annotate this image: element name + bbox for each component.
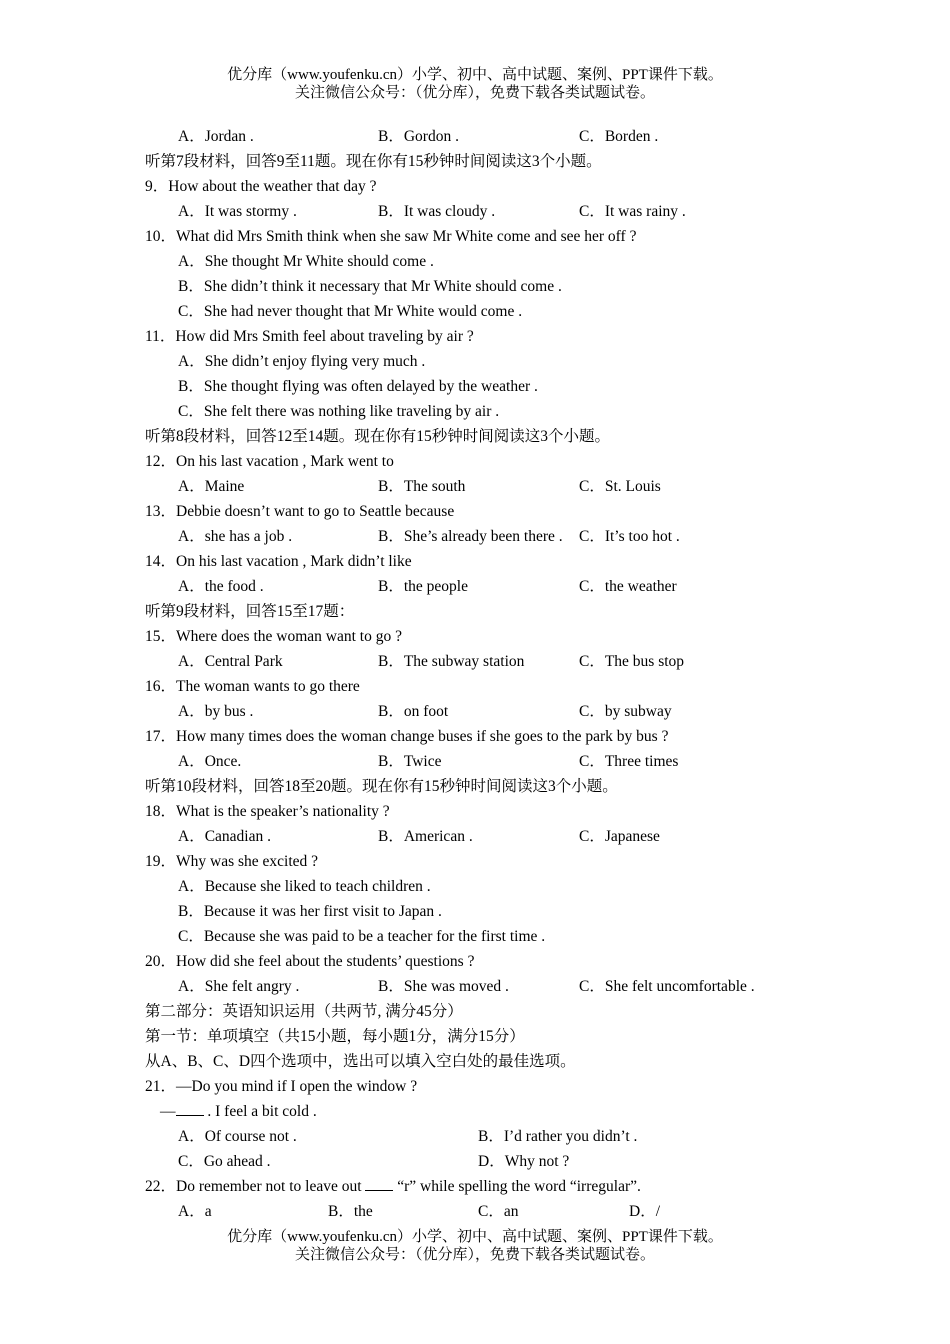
header-line-1: 优分库（www.youfenku.cn）小学、初中、高中试题、案例、PPT课件下载。	[227, 67, 723, 83]
q22-options	[145, 1199, 825, 1224]
option-a: A．by bus .	[178, 703, 254, 720]
q10-stem: 10．What did Mrs Smith think when she saw Mr White come and see her off ?	[145, 228, 637, 245]
q19-stem: 19．Why was she excited ?	[145, 853, 319, 870]
section-8-instruction: 听第8段材料，回答12至14题。现在你有15秒钟时间阅读这3个小题。	[145, 428, 611, 445]
option-c: C．The bus stop	[579, 653, 685, 670]
footer-line-2: 关注微信公众号：（优分库），免费下载各类试题试卷。	[294, 1247, 655, 1263]
q12-stem: 12．On his last vacation , Mark went to	[145, 453, 394, 470]
q9-options	[145, 199, 825, 224]
section-9-instruction: 听第9段材料，回答15至17题：	[145, 603, 355, 620]
q14-options	[145, 574, 825, 599]
q17-stem: 17．How many times does the woman change buses if she goes to the park by bus ?	[145, 728, 669, 745]
option-b: B．the people	[378, 578, 468, 595]
option-c: C．Japanese	[579, 828, 660, 845]
part-2-section-1-heading: 第一节：单项填空（共15小题，每小题1分，满分15分）	[145, 1028, 525, 1045]
option-a: A．Central Park	[178, 653, 283, 670]
option-b: B．the	[328, 1203, 373, 1220]
option-b: B．I’d rather you didn’t .	[478, 1128, 638, 1145]
q11-option-b: B．She thought flying was often delayed by the weather .	[178, 378, 538, 395]
option-b: B．The subway station	[378, 653, 525, 670]
q18-options	[145, 824, 825, 849]
option-a: A．the food .	[178, 578, 264, 595]
q16-stem: 16．The woman wants to go there	[145, 678, 360, 695]
option-c: C．Borden .	[579, 128, 659, 145]
option-b: B．She’s already been there .	[378, 528, 563, 545]
q11-stem: 11．How did Mrs Smith feel about traveling by air ?	[145, 328, 474, 345]
part-2-heading: 第二部分：英语知识运用（共两节, 满分45分）	[145, 1003, 463, 1020]
page-footer	[0, 1228, 950, 1264]
q21-stem: 21．—Do you mind if I open the window ?	[145, 1078, 418, 1095]
option-b: B．Gordon .	[378, 128, 459, 145]
q11-option-a: A．She didn’t enjoy flying very much .	[178, 353, 426, 370]
answer-blank	[365, 1174, 393, 1191]
part-2-instruction: 从A、B、C、D四个选项中，选出可以填入空白处的最佳选项。	[145, 1053, 576, 1070]
section-7-instruction: 听第7段材料，回答9至11题。现在你有15秒钟时间阅读这3个小题。	[145, 153, 602, 170]
q22-stem-end: “r” while spelling the word “irregular”.	[393, 1178, 641, 1195]
section-10-instruction: 听第10段材料，回答18至20题。现在你有15秒钟时间阅读这3个小题。	[145, 778, 618, 795]
q21-reply-dash: —	[160, 1103, 176, 1120]
footer-line-1: 优分库（www.youfenku.cn）小学、初中、高中试题、案例、PPT课件下载。	[227, 1229, 723, 1245]
q17-options	[145, 749, 825, 774]
option-a: A．a	[178, 1203, 212, 1220]
q22-stem	[145, 1174, 825, 1199]
option-b: B．on foot	[378, 703, 449, 720]
answer-blank	[176, 1099, 204, 1116]
q21-reply	[145, 1099, 825, 1124]
option-a: A．Jordan .	[178, 128, 254, 145]
option-b: B．American .	[378, 828, 473, 845]
q9-stem: 9．How about the weather that day ?	[145, 178, 377, 195]
option-a: A．Once.	[178, 753, 242, 770]
q18-stem: 18．What is the speaker’s nationality ?	[145, 803, 390, 820]
q19-option-a: A．Because she liked to teach children .	[178, 878, 431, 895]
option-c: C．an	[478, 1203, 519, 1220]
page-header	[0, 66, 950, 102]
option-a: A．She felt angry .	[178, 978, 300, 995]
q19-option-b: B．Because it was her first visit to Japan .	[178, 903, 442, 920]
option-c: C．Three times	[579, 753, 679, 770]
option-d: D．/	[629, 1203, 661, 1220]
q12-options	[145, 474, 825, 499]
q20-stem: 20．How did she feel about the students’ questions ?	[145, 953, 475, 970]
q10-option-b: B．She didn’t think it necessary that Mr White should come .	[178, 278, 562, 295]
option-c: C．by subway	[579, 703, 672, 720]
q10-option-a: A．She thought Mr White should come .	[178, 253, 434, 270]
option-c: C．It was rainy .	[579, 203, 686, 220]
header-line-2: 关注微信公众号：（优分库），免费下载各类试题试卷。	[294, 85, 655, 101]
q14-stem: 14．On his last vacation , Mark didn’t like	[145, 553, 412, 570]
option-b: B．Twice	[378, 753, 442, 770]
option-a: A．Canadian .	[178, 828, 271, 845]
q21-options-row-2	[145, 1149, 825, 1174]
q10-option-c: C．She had never thought that Mr White would come .	[178, 303, 523, 320]
option-c: C．Go ahead .	[178, 1153, 271, 1170]
q13-stem: 13．Debbie doesn’t want to go to Seattle because	[145, 503, 455, 520]
option-c: C．the weather	[579, 578, 677, 595]
option-a: A．It was stormy .	[178, 203, 297, 220]
option-b: B．It was cloudy .	[378, 203, 496, 220]
q19-option-c: C．Because she was paid to be a teacher for the first time .	[178, 928, 546, 945]
q22-stem-start: 22．Do remember not to leave out	[145, 1178, 366, 1195]
option-a: A．she has a job .	[178, 528, 293, 545]
q13-options	[145, 524, 825, 549]
q21-options-row-1	[145, 1124, 825, 1149]
option-a: A．Of course not .	[178, 1128, 297, 1145]
q21-reply-text: . I feel a bit cold .	[203, 1103, 317, 1120]
question-sheet	[145, 124, 825, 1224]
q16-options	[145, 699, 825, 724]
option-b: B．She was moved .	[378, 978, 509, 995]
option-a: A．Maine	[178, 478, 245, 495]
option-b: B．The south	[378, 478, 466, 495]
option-c: C．It’s too hot .	[579, 528, 680, 545]
option-c: C．St. Louis	[579, 478, 661, 495]
option-d: D．Why not ?	[478, 1153, 570, 1170]
q15-options	[145, 649, 825, 674]
q20-options	[145, 974, 825, 999]
q15-stem: 15．Where does the woman want to go ?	[145, 628, 402, 645]
q11-option-c: C．She felt there was nothing like traveling by air .	[178, 403, 500, 420]
q8-options	[145, 124, 825, 149]
option-c: C．She felt uncomfortable .	[579, 978, 755, 995]
